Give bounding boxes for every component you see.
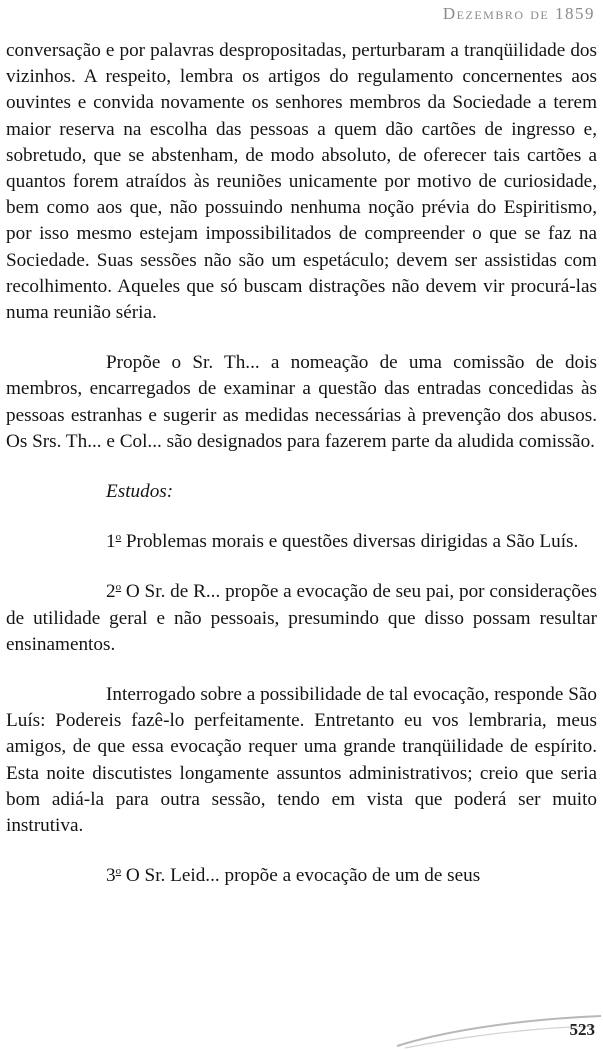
item-text: O Sr. de R... propõe a evocação de seu pai, por considerações de utilidade geral e não pessoais, presumindo que disso possam resultar ensinamentos.	[6, 581, 597, 655]
paragraph-answer: Interrogado sobre a possibilidade de tal evocação, responde São Luís: Podereis fazê-lo perfeitamente. Entretanto eu vos lembraria, meus amigos, de que essa evocação requer uma grande tranqüilidade de espírito. Esta noite discutistes longamente assuntos administrativos; creio que seria bom adiá-la para outra sessão, tendo em vista que poderá ser muito instrutiva.	[6, 684, 597, 837]
item-number: 3	[106, 865, 116, 887]
paragraph-commission: Propõe o Sr. Th... a nomeação de uma comissão de dois membros, encarregados de examinar a questão das entradas concedidas às pessoas estranhas e sugerir as medidas necessárias à prevenção dos abusos. Os Srs. Th... e Col... são designados para fazerem parte da aludida comissão.	[6, 352, 597, 452]
study-item-1	[6, 529, 597, 555]
paragraph-continuation: conversação e por palavras despropositadas, perturbaram a tranqüilidade dos vizinhos. A respeito, lembra os artigos do regulamento concernentes aos ouvintes e convida novamente os senhores membros da Sociedade a terem maior reserva na escolha das pessoas a quem dão cartões de ingresso e, sobretudo, que se abstenham, de modo absoluto, de oferecer tais cartões a quantos forem atraídos às reuniões unicamente por motivo de curiosidade, bem como aos que, não possuindo nenhuma noção prévia do Espiritismo, por isso mesmo estejam impossibilitados de compreender o que se faz na Sociedade. Suas sessões não são um espetáculo; devem ser assistidas com recolhimento. Aqueles que só buscam distrações não devem vir procurá-las numa reunião séria.	[6, 40, 597, 324]
item-text: Problemas morais e questões diversas dirigidas a São Luís.	[121, 531, 579, 553]
item-number: 1	[106, 531, 116, 553]
page-number: 523	[569, 1020, 595, 1039]
study-item-3	[6, 863, 597, 889]
ordinal-mark: o	[115, 531, 122, 544]
item-text: O Sr. Leid... propõe a evocação de um de seus	[121, 865, 481, 887]
ordinal-mark: o	[115, 581, 122, 594]
page-body	[6, 38, 597, 913]
running-head: Dezembro de 1859	[442, 4, 595, 23]
ordinal-mark: o	[115, 865, 122, 878]
study-item-2	[6, 579, 597, 658]
studies-heading: Estudos:	[106, 481, 174, 503]
item-number: 2	[106, 581, 116, 603]
